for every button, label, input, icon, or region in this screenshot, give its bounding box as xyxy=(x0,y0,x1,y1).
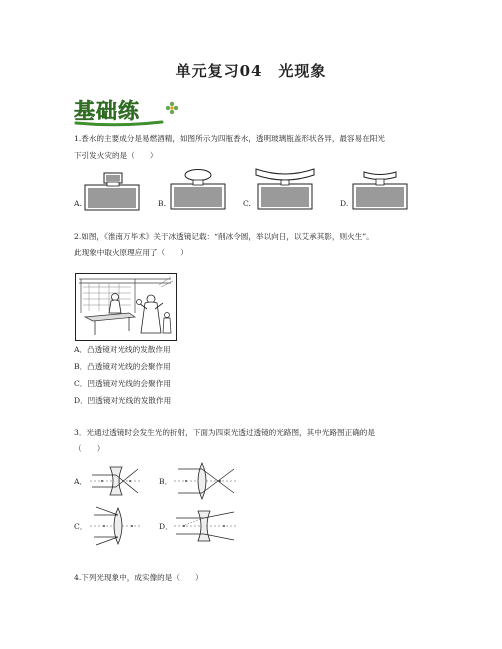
page-title: 单元复习04 光现象 xyxy=(175,62,327,80)
q3-stem-line1: 3．光通过透镜时会发生光的折射，下面为四束光透过透镜的光路图，其中光路图正确的是 xyxy=(74,428,375,437)
q3-diagram-d xyxy=(172,508,238,546)
q3-diagram-c xyxy=(88,505,144,547)
q3-option-b-label: B． xyxy=(159,477,173,486)
q3-option-a-label: A． xyxy=(74,477,88,486)
q1-option-a-label: A. xyxy=(74,199,82,208)
flower-icon xyxy=(166,102,178,114)
q3-option-c-label: C． xyxy=(74,522,88,531)
q2-option-d: D．凹透镜对光线的发散作用 xyxy=(74,396,172,405)
banner-graphic xyxy=(74,96,184,130)
q1-bottle-c-figure xyxy=(254,165,318,211)
q1-option-b-label: B. xyxy=(158,199,166,208)
q1-bottle-b-figure xyxy=(169,168,229,212)
q2-option-b: B．凸透镜对光线的会聚作用 xyxy=(74,362,171,371)
q2-option-a: A．凸透镜对光线的发散作用 xyxy=(74,345,171,354)
q2-option-c: C．凹透镜对光线的会聚作用 xyxy=(74,379,171,388)
q1-bottle-a-figure xyxy=(84,171,142,211)
q2-ancient-illustration xyxy=(75,273,177,341)
section-banner xyxy=(74,96,184,134)
q2-stem-line2: 此现象中取火原理应用了（ ） xyxy=(74,248,188,257)
q1-bottle-d-figure xyxy=(351,168,411,212)
q1-stem-line1: 1.香水的主要成分是易燃酒精，如图所示为四瓶香水，透明玻璃瓶盖形状各异，最容易在阳光 xyxy=(74,134,385,143)
q3-stem-line2: （ ） xyxy=(74,444,105,453)
q2-stem-line1: 2.如图，《淮南万毕术》关于冰透镜记载：“削冰令圆，举以向日，以艾承其影，则火生”。 xyxy=(74,232,374,241)
q1-option-d-label: D. xyxy=(340,199,349,208)
q1-option-c-label: C. xyxy=(243,199,251,208)
banner-text: 基础练 xyxy=(74,99,140,123)
q4-stem-line1: 4.下列光现象中，成实像的是（ ） xyxy=(74,573,203,582)
q3-diagram-b xyxy=(172,460,238,502)
q1-stem-line2: 下引发火灾的是（ ） xyxy=(74,151,158,160)
q3-diagram-a xyxy=(88,463,144,501)
q3-option-d-label: D． xyxy=(159,522,173,531)
